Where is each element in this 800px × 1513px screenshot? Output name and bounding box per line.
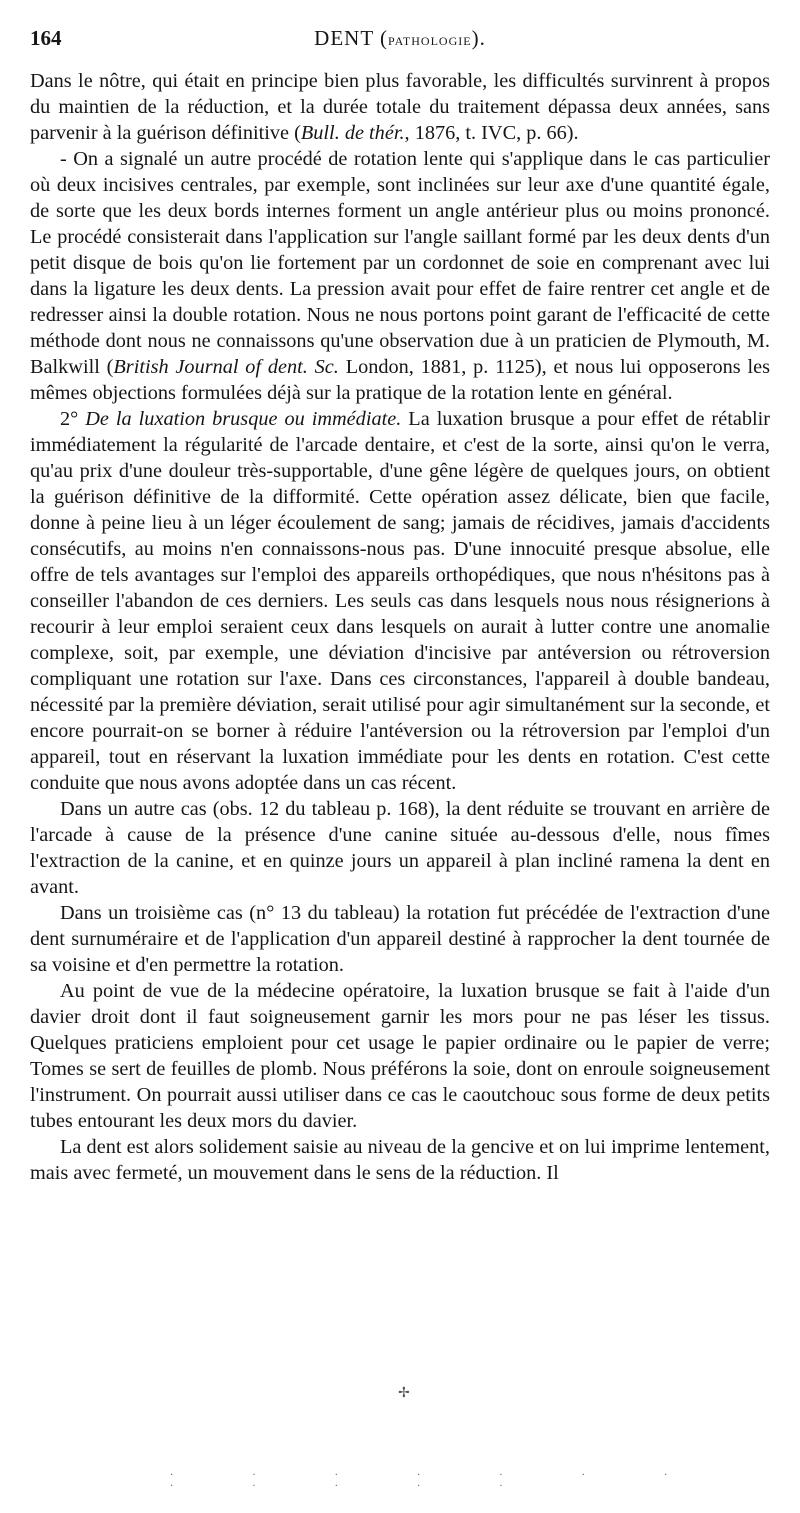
paragraph-7: La dent est alors solidement saisie au niveau de la gencive et on lui imprime lentement, mais avec fermeté, un mouvement dans le sens de la réduction. Il [30,1136,770,1184]
paragraph-1-after: , 1876, t. IVC, p. 66). [404,122,579,144]
page-number: 164 [30,26,62,50]
paragraph-2-text: On a signalé un autre procédé de rotation lente qui s'applique dans le cas particulier où deux incisives centrales, par exemple, sont inclinées sur leur axe d'une quantité égale, de sorte que les deux bords internes forment un angle antérieur plus ou moins prononcé. Le procédé consisterait dans l'application sur l'angle saillant formé par les deux dents d'un petit disque de bois qu'on lie fortement par un cordonnet de soie en comprenant avec lui dans la ligature les deux dents. La pression avait pour effet de faire rentrer cet angle et de redresser ainsi la double rotation. Nous ne nous portons point garant de l'efficacité de cette méthode dont nous ne connaissons qu'une observation due à un praticien de Plymouth, M. Balkwill ( [30,148,770,378]
paragraph-1 [30,68,770,146]
running-title-main: DENT ( [314,26,389,50]
citation-bull-de-ther: Bull. de thér. [300,122,405,144]
body-text [30,68,770,1186]
paragraph-2 [30,146,770,406]
citation-british-journal: British Journal of dent. Sc. [113,356,339,378]
paragraph-3-text: La luxation brusque a pour effet de rétablir immédiatement la régularité de l'arcade dentaire, et c'est de la sorte, ainsi qu'on le verra, qu'au prix d'une douleur très-supportable, d'une gêne légère de quelques jours, on obtient la guérison définitive de la difformité. Cette opération assez délicate, bien que facile, donne à peine lieu à un léger écoulement de sang; jamais de récidives, jamais d'accidents consécutifs, au moins n'en connaissons-nous pas. D'une innocuité presque absolue, elle offre de tels avantages sur l'emploi des appareils orthopédiques, que nous n'hésitons pas à conseiller l'abandon de ces derniers. Les seuls cas dans lesquels nous nous résignerions à recourir à leur emploi seraient ceux dans lesquels on aurait à lutter contre une anomalie complexe, soit, par exemple, une déviation d'incisive par antéversion ou rétroversion compliquant une rotation sur l'axe. Dans ces circonstances, l'appareil à double bandeau, nécessité par la première déviation, serait utilisé pour agir simultanément sur la seconde, et encore pourrait-on se borner à réduire l'antéversion ou la rétroversion par l'emploi d'un appareil, tout en réservant la luxation immédiate pour les dents en rotation. C'est cette conduite que nous avons adoptée dans un cas récent. [30,408,770,794]
running-title [30,26,770,51]
running-head [30,26,770,56]
paragraph-6: Au point de vue de la médecine opératoire, la luxation brusque se fait à l'aide d'un davier droit dont il faut soigneusement garnir les mors pour ne pas léser les tissus. Quelques praticiens emploient pour cet usage le papier ordinaire ou le papier de verre; Tomes se sert de feuilles de plomb. Nous préférons la soie, dont on enroule soigneusement l'instrument. On pourrait aussi utiliser dans ce cas le caoutchouc sous forme de deux petits tubes entourant les deux mors du davier. [30,980,770,1132]
paragraph-3 [30,406,770,796]
footer-mark: ✢ [398,1385,410,1401]
paragraph-2-after: London, 1881, p. 1125), et nous lui opposerons les mêmes objections formulées déjà sur la pratique de la rotation lente en général. [30,356,770,404]
paragraph-4: Dans un autre cas (obs. 12 du tableau p. 168), la dent réduite se trouvant en arrière de l'arcade à cause de la présence d'une canine située au-dessous d'elle, nous fîmes l'extraction de la canine, et en quinze jours un appareil à plan incliné ramena la dent en avant. [30,798,770,898]
running-title-end: ). [471,26,486,50]
section-heading-luxation: De la luxation brusque ou immédiate. [85,408,402,430]
document-page [30,26,770,1186]
section-number: 2° [60,408,86,430]
running-title-section: pathologie [388,30,472,49]
paragraph-5: Dans un troisième cas (n° 13 du tableau) la rotation fut précédée de l'extraction d'une dent surnuméraire et de l'application d'un appareil destiné à rapprocher la dent tournée de sa voisine et d'en permettre la rotation. [30,902,770,976]
paragraph-2-dash: - [60,148,74,170]
page-bottom-specks: · · · · · · · · · · · · [170,1470,706,1492]
paragraph-1-text: Dans le nôtre, qui était en principe bien plus favorable, les difficultés survinrent à propos du maintien de la réduction, et la durée totale du traitement dépassa deux années, sans parvenir à la guérison définitive ( [30,70,770,144]
